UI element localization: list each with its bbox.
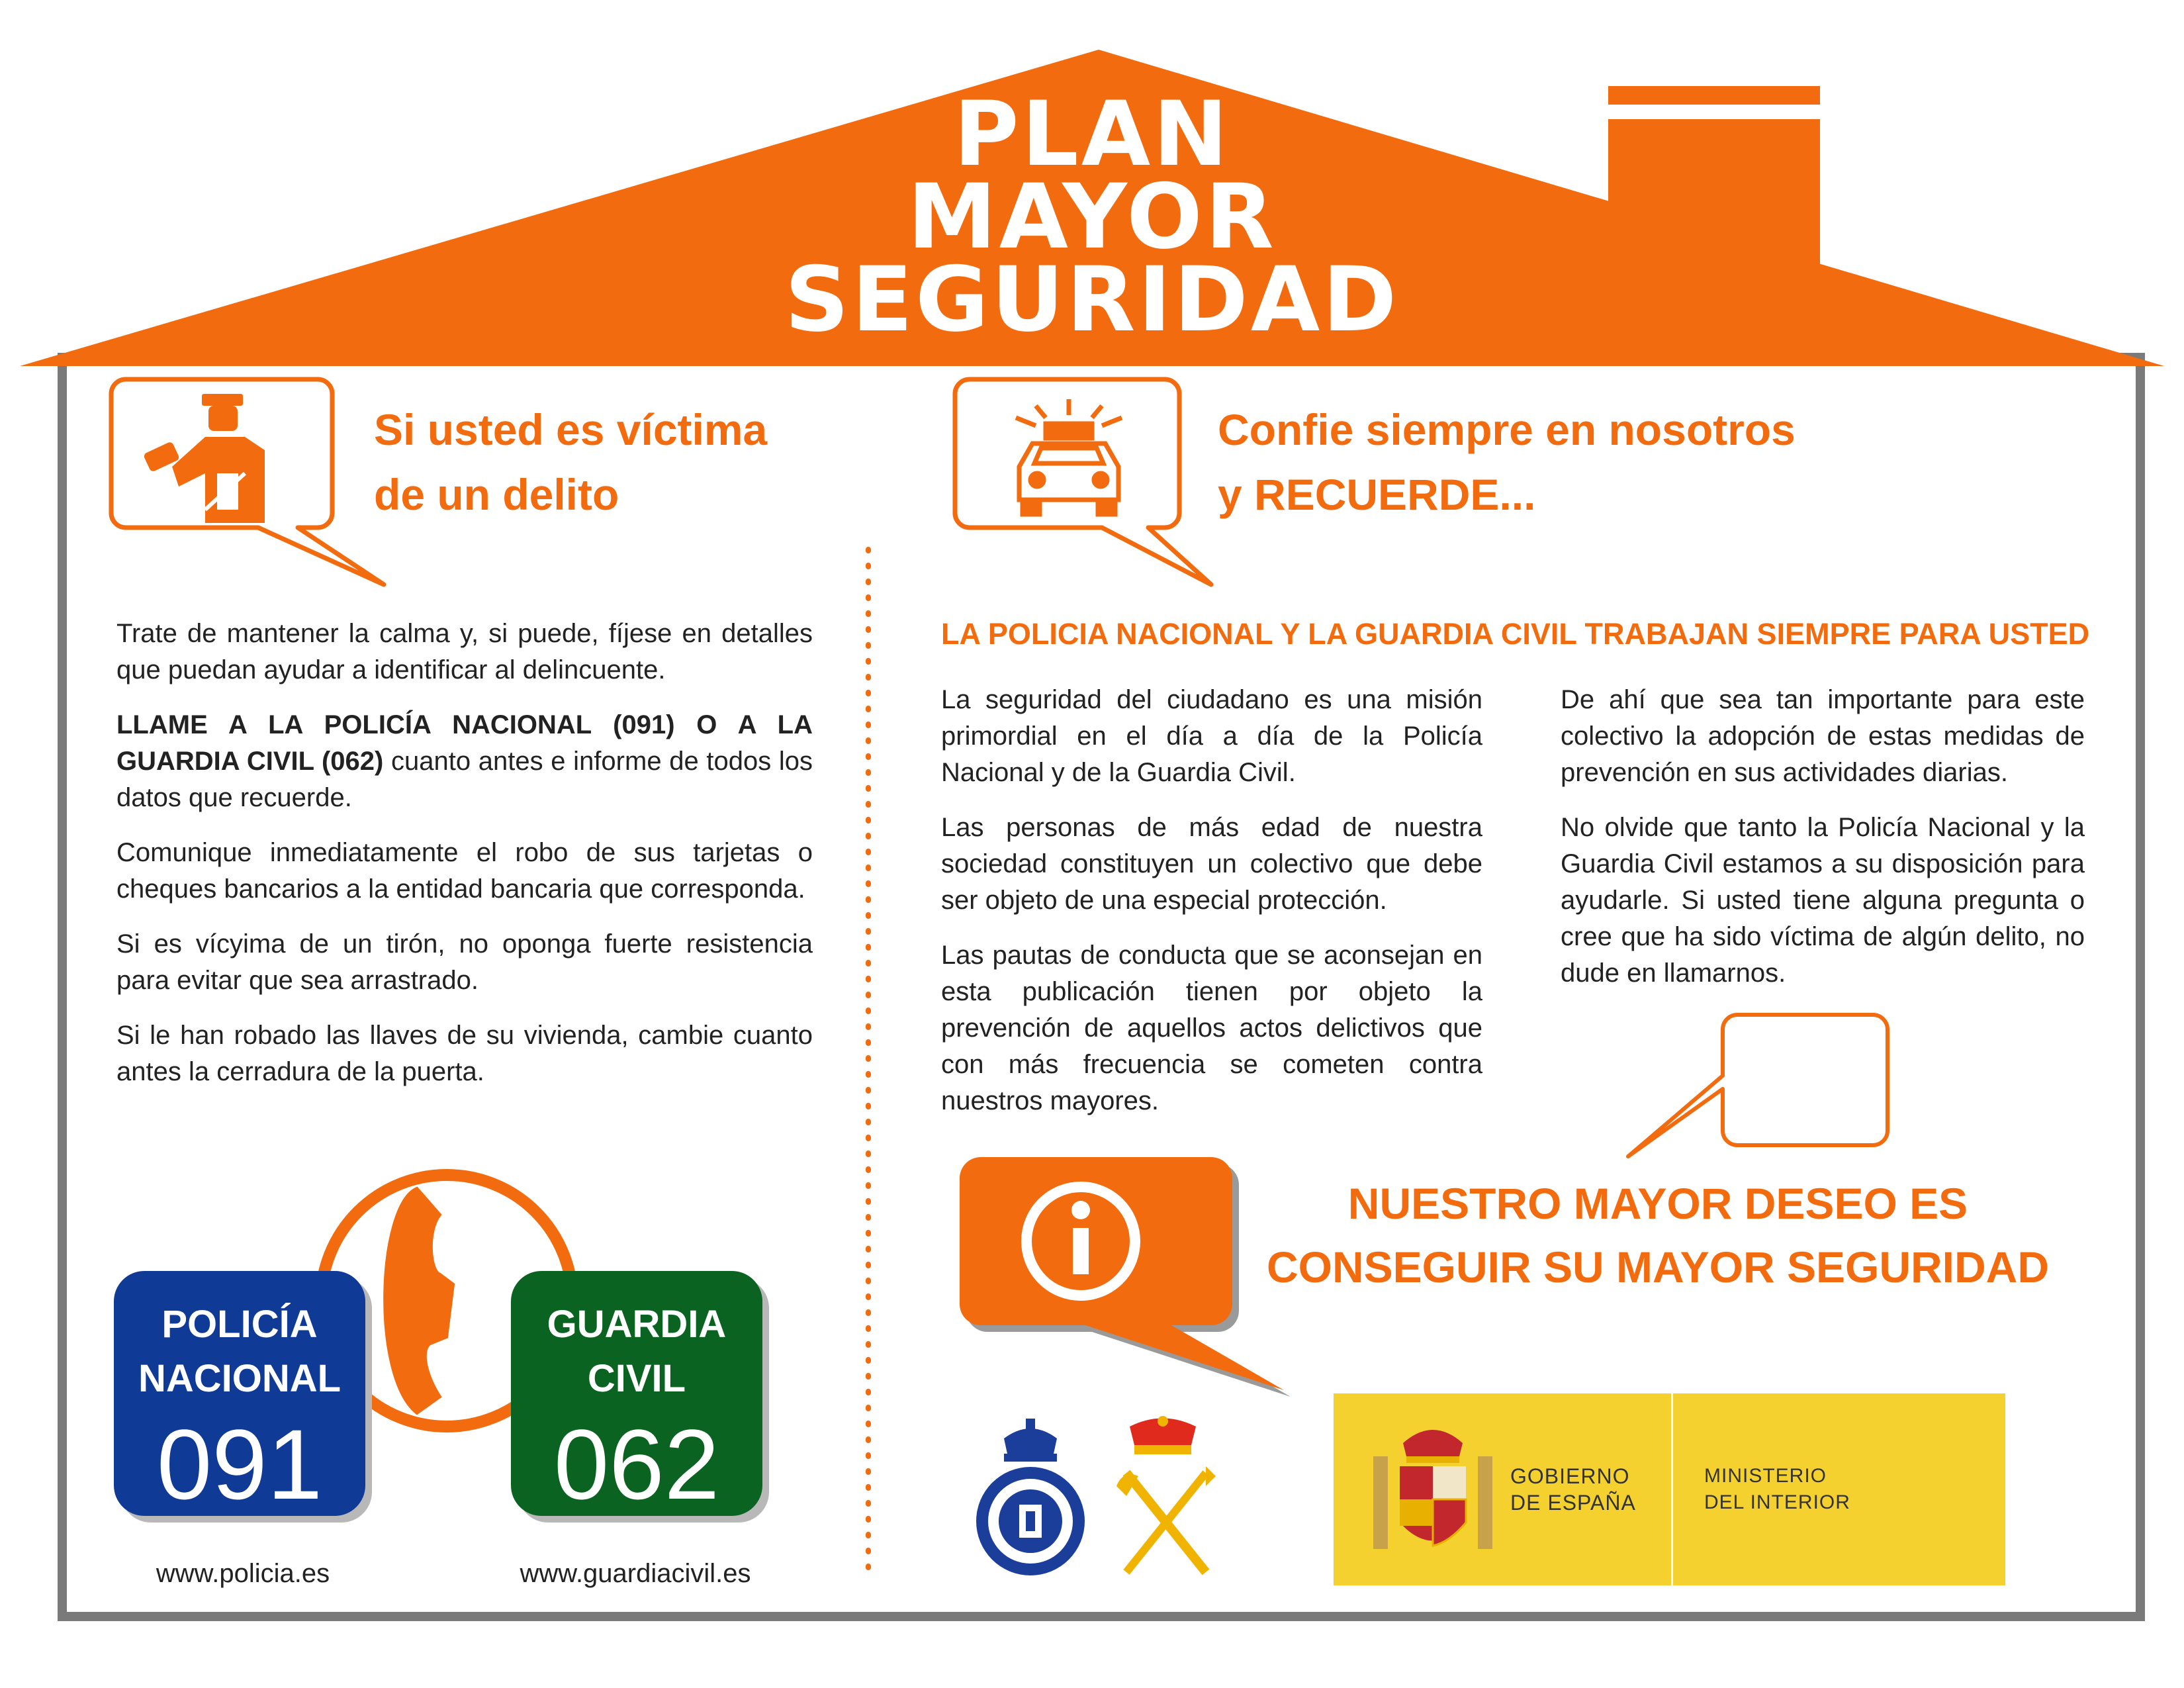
guardia-label-1: GUARDIA (547, 1303, 727, 1346)
policia-nacional-emblem (968, 1415, 1093, 1581)
guardia-number[interactable]: 062 (553, 1409, 720, 1520)
ministerio-line-2: DEL INTERIOR (1704, 1491, 1850, 1513)
right-heading (1218, 397, 1796, 527)
policia-label-1: POLICÍA (161, 1303, 318, 1346)
policia-number[interactable]: 091 (156, 1409, 323, 1520)
policia-label-2: NACIONAL (138, 1357, 341, 1400)
call-police-bold: LLAME A LA POLICÍA NACIONAL (091) O A LA GUARDIA CIVIL (062) (116, 710, 813, 776)
left-paragraph-4: Si es vícyima de un tirón, no oponga fuerte resistencia para evitar que sea arrastrado. (116, 929, 813, 995)
empty-speech-bubble (1621, 1009, 1899, 1165)
guardia-civil-badge (511, 1271, 762, 1520)
title-line-1: PLAN (953, 82, 1231, 186)
gobierno-line-2: DE ESPAÑA (1510, 1491, 1636, 1515)
right-column-2 (1561, 682, 2085, 1010)
left-heading (374, 397, 767, 527)
right-column-1 (941, 682, 1482, 1138)
right-col2-paragraph-2: No olvide que tanto la Policía Nacional y la Guardia Civil estamos a su disposición para ayudarle. Si usted tiene alguna pregunta o cree que ha sido víctima de algún delito, no dude en llamarnos. (1561, 813, 2085, 988)
gobierno-divider (1671, 1393, 1673, 1585)
right-subheading: LA POLICIA NACIONAL Y LA GUARDIA CIVIL TRABAJAN SIEMPRE PARA USTED (941, 617, 2090, 651)
left-paragraph-3: Comunique inmediatamente el robo de sus tarjetas o cheques bancarios a la entidad bancaria que corresponda. (116, 838, 813, 904)
ministerio-text (1704, 1463, 1850, 1516)
gobierno-text (1510, 1463, 1636, 1516)
left-paragraph-2 (116, 707, 813, 816)
gobierno-line-1: GOBIERNO (1510, 1464, 1630, 1488)
right-col1-paragraph-2: Las personas de más edad de nuestra sociedad constituyen un colectivo que debe ser objeto de una especial protección. (941, 813, 1482, 915)
right-heading-line-2: y RECUERDE... (1218, 470, 1536, 519)
left-body (116, 616, 813, 1109)
left-paragraph-5: Si le han robado las llaves de su vivienda, cambie cuanto antes la cerradura de la puerta. (116, 1021, 813, 1086)
right-col2-paragraph-1: De ahí que sea tan importante para este colectivo la adopción de estas medidas de prevención en sus actividades diarias. (1561, 685, 2085, 787)
slogan-line-2: CONSEGUIR SU MAYOR SEGURIDAD (1266, 1243, 2050, 1291)
slogan-line-1: NUESTRO MAYOR DESEO ES (1347, 1179, 1968, 1228)
slogan (1244, 1172, 2071, 1299)
right-col1-paragraph-1: La seguridad del ciudadano es una misión primordial en el día a día de la Policía Nacional y de la Guardia Civil. (941, 685, 1482, 787)
title-line-3: SEGURIDAD (784, 248, 1400, 352)
title-line-2: MAYOR (907, 165, 1277, 269)
spain-coat-of-arms (1363, 1417, 1502, 1569)
guardia-civil-emblem (1107, 1413, 1219, 1579)
right-heading-line-1: Confie siempre en nosotros (1218, 405, 1796, 454)
telephone-icon (385, 1188, 453, 1413)
ministerio-line-1: MINISTERIO (1704, 1465, 1827, 1487)
policia-nacional-badge (114, 1271, 365, 1520)
left-paragraph-1: Trate de mantener la calma y, si puede, fíjese en detalles que puedan ayudar a identificar al delincuente. (116, 619, 813, 684)
guardia-url-link[interactable]: www.guardiacivil.es (520, 1559, 751, 1588)
guardia-label-2: CIVIL (587, 1357, 686, 1400)
left-heading-line-2: de un delito (374, 470, 619, 519)
policia-url-link[interactable]: www.policia.es (156, 1559, 330, 1588)
police-car-bubble (950, 374, 1228, 596)
left-heading-line-1: Si usted es víctima (374, 405, 768, 454)
left-paragraph-2-text: cuanto antes e informe de todos los datos que recuerde. (116, 747, 813, 812)
policeman-bubble (106, 374, 397, 596)
right-col1-paragraph-3: Las pautas de conducta que se aconsejan en esta publicación tienen por objeto la prevención de aquellos actos delictivos que con más frecuencia se cometen contra nuestros mayores. (941, 941, 1482, 1115)
